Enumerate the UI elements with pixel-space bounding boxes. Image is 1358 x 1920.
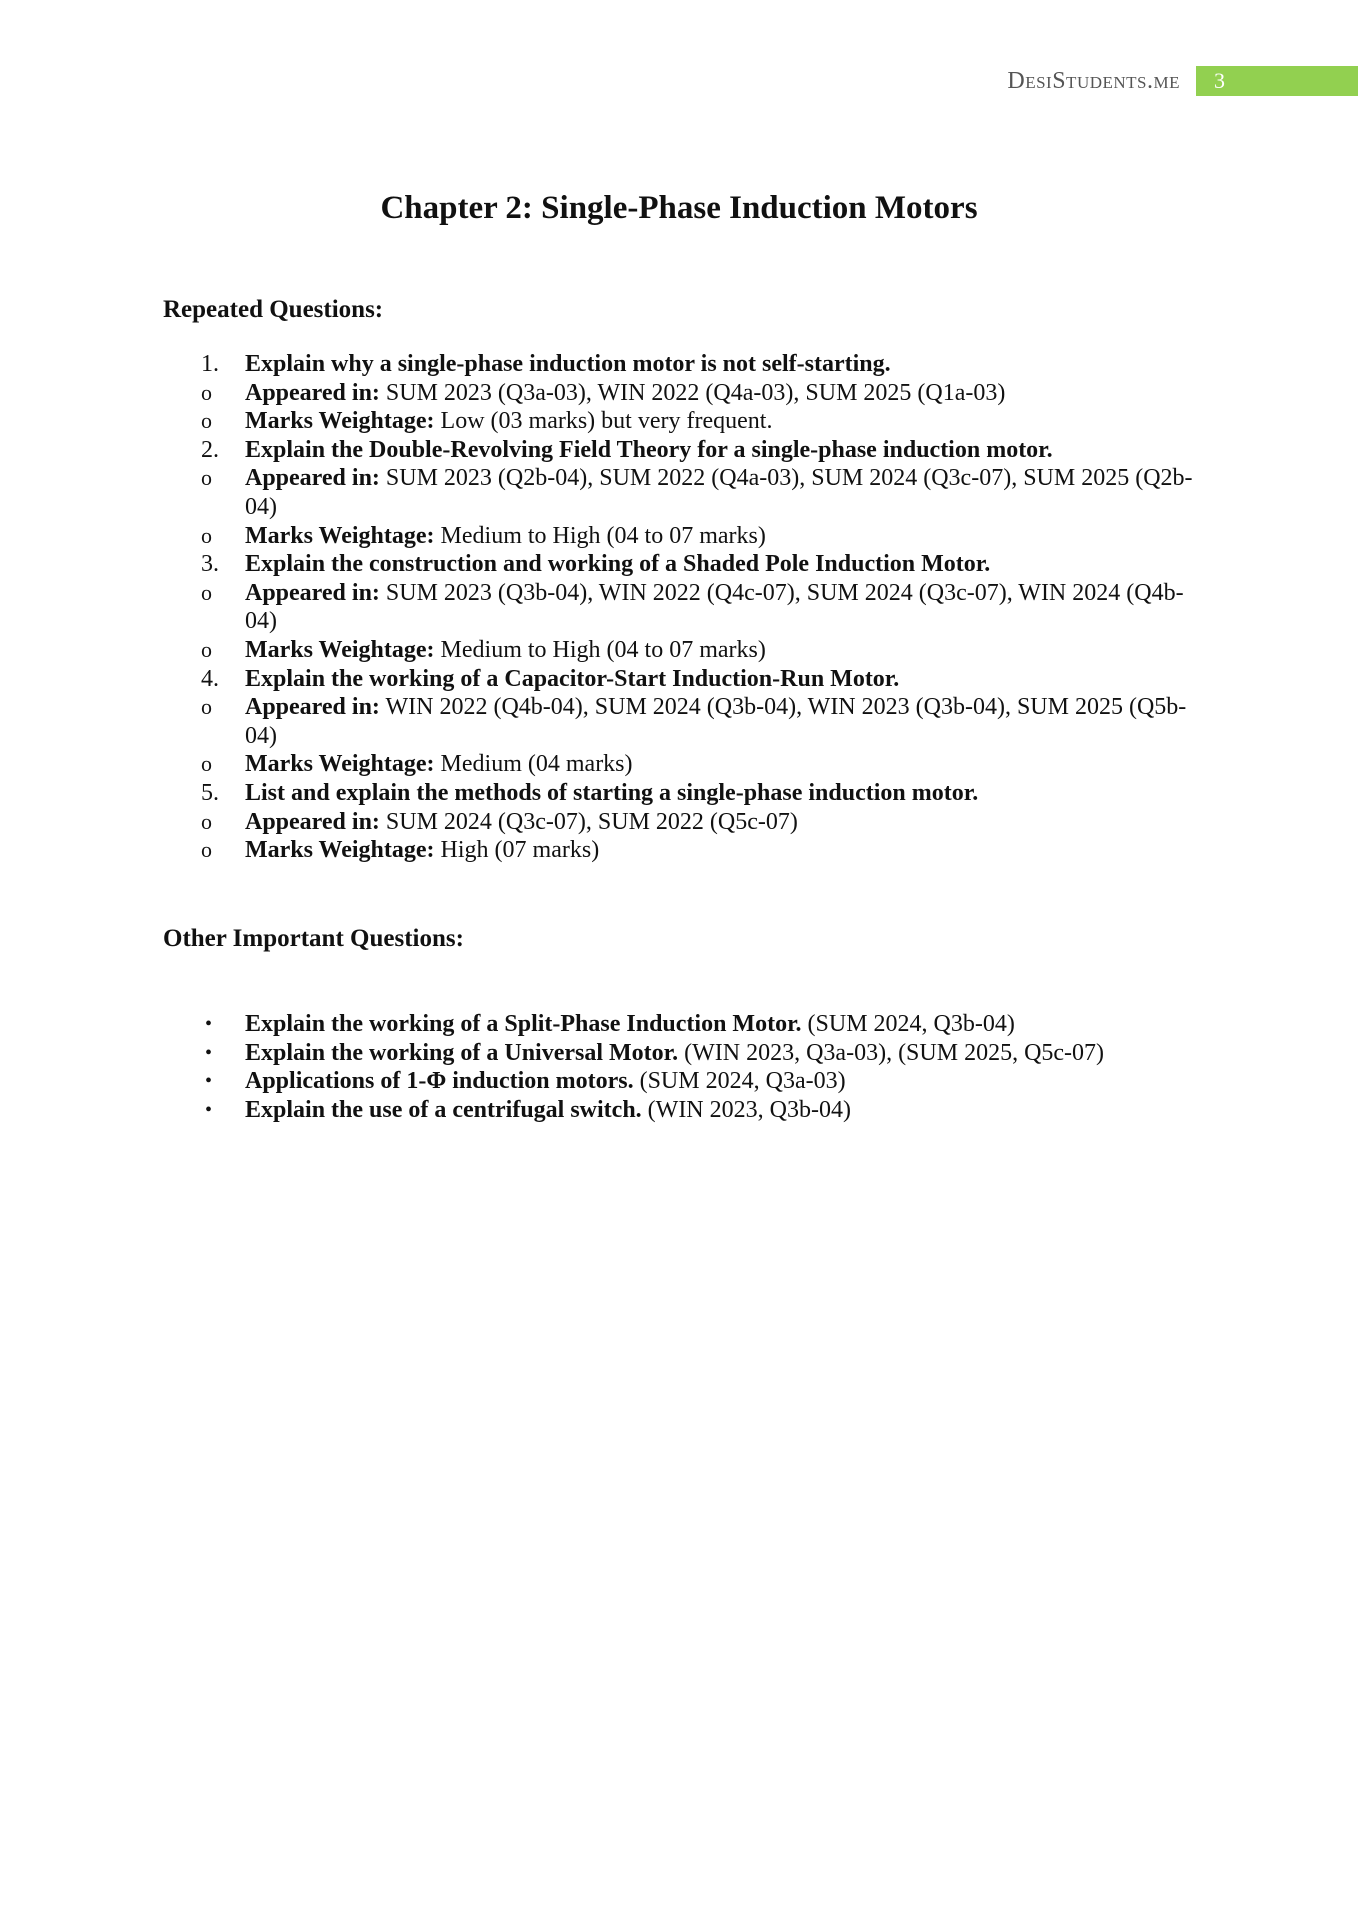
other-question-item (163, 1010, 1203, 1039)
other-question-ref: (WIN 2023, Q3a-03), (SUM 2025, Q5c-07) (684, 1039, 1105, 1066)
sub-bullet: o (201, 694, 212, 720)
question-item (163, 436, 1203, 465)
page-number: 3 (1196, 66, 1358, 96)
marks-weightage-label: Marks Weightage: (245, 751, 435, 778)
marks-weightage-label: Marks Weightage: (245, 636, 435, 663)
question-title: Explain the Double-Revolving Field Theory for a single-phase induction motor. (245, 436, 1053, 463)
marks-weightage-value: Medium to High (04 to 07 marks) (440, 522, 766, 549)
sub-bullet: o (201, 636, 212, 662)
marks-weightage-value: Medium to High (04 to 07 marks) (440, 636, 766, 663)
question-item (163, 665, 1203, 694)
question-title: List and explain the methods of starting a single-phase induction motor. (245, 779, 979, 806)
appeared-in-value: SUM 2023 (Q2b-04), SUM 2022 (Q4a-03), SUM 2024 (Q3c-07), SUM 2025 (Q2b-04) (245, 465, 1193, 520)
marks-weightage-label: Marks Weightage: (245, 837, 435, 864)
other-question-text: Explain the working of a Universal Motor. (245, 1039, 679, 1066)
question-title: Explain why a single-phase induction motor is not self-starting. (245, 351, 891, 377)
marks-weightage-label: Marks Weightage: (245, 522, 435, 549)
appeared-in-label: Appeared in: (245, 465, 380, 492)
appeared-in-value: SUM 2024 (Q3c-07), SUM 2022 (Q5c-07) (385, 808, 798, 835)
question-number: 5. (201, 779, 219, 806)
other-question-item (163, 1067, 1203, 1096)
question-item (163, 550, 1203, 579)
other-question-item (163, 1096, 1203, 1125)
question-number: 1. (201, 351, 219, 377)
marks-weightage-value: Medium (04 marks) (440, 751, 633, 778)
appeared-in-label: Appeared in: (245, 808, 380, 835)
appeared-in-label: Appeared in: (245, 694, 380, 721)
appeared-in-line (163, 579, 1203, 636)
marks-weightage-line (163, 836, 1203, 865)
marks-weightage-line (163, 522, 1203, 551)
other-question-text: Explain the working of a Split-Phase Induction Motor. (245, 1011, 802, 1037)
question-number: 3. (201, 551, 219, 578)
bullet-icon: • (205, 1070, 213, 1093)
question-title: Explain the working of a Capacitor-Start Induction-Run Motor. (245, 665, 900, 692)
other-questions-heading: Other Important Questions: (163, 925, 464, 952)
question-item (163, 350, 1203, 379)
marks-weightage-line (163, 636, 1203, 665)
marks-weightage-line (163, 750, 1203, 779)
sub-bullet: o (201, 379, 212, 405)
other-question-ref: (WIN 2023, Q3b-04) (647, 1096, 851, 1123)
other-question-ref: (SUM 2024, Q3a-03) (639, 1068, 846, 1095)
other-question-ref: (SUM 2024, Q3b-04) (807, 1011, 1015, 1037)
other-questions-list (163, 1010, 1203, 1124)
appeared-in-label: Appeared in: (245, 379, 380, 406)
bullet-icon: • (205, 1013, 213, 1035)
question-number: 4. (201, 665, 219, 692)
sub-bullet: o (201, 408, 212, 434)
sub-bullet: o (201, 465, 212, 491)
sub-bullet: o (201, 808, 212, 834)
sub-bullet: o (201, 522, 212, 548)
appeared-in-line (163, 464, 1203, 521)
bullet-icon: • (205, 1098, 213, 1121)
appeared-in-line (163, 693, 1203, 750)
marks-weightage-line (163, 407, 1203, 436)
sub-bullet: o (201, 579, 212, 605)
marks-weightage-value: High (07 marks) (440, 837, 600, 864)
marks-weightage-value: Low (03 marks) but very frequent. (440, 408, 773, 435)
sub-bullet: o (201, 751, 212, 777)
repeated-questions-list (163, 350, 1203, 865)
appeared-in-line (163, 808, 1203, 837)
other-question-item (163, 1039, 1203, 1068)
marks-weightage-label: Marks Weightage: (245, 408, 435, 435)
appeared-in-line (163, 379, 1203, 408)
appeared-in-label: Appeared in: (245, 579, 380, 606)
question-number: 2. (201, 436, 219, 463)
question-title: Explain the construction and working of a Shaded Pole Induction Motor. (245, 551, 991, 578)
appeared-in-value: SUM 2023 (Q3b-04), WIN 2022 (Q4c-07), SUM 2024 (Q3c-07), WIN 2024 (Q4b-04) (245, 579, 1184, 635)
other-question-text: Explain the use of a centrifugal switch. (245, 1096, 642, 1123)
appeared-in-value: WIN 2022 (Q4b-04), SUM 2024 (Q3b-04), WIN 2023 (Q3b-04), SUM 2025 (Q5b-04) (245, 694, 1187, 749)
other-question-text: Applications of 1-Φ induction motors. (245, 1068, 634, 1095)
sub-bullet: o (201, 837, 212, 863)
appeared-in-value: SUM 2023 (Q3a-03), WIN 2022 (Q4a-03), SUM 2025 (Q1a-03) (385, 379, 1006, 406)
question-item (163, 779, 1203, 808)
repeated-questions-heading: Repeated Questions: (163, 296, 384, 323)
site-name: DesiStudents.me (1007, 67, 1180, 94)
page-header (1007, 66, 1358, 96)
bullet-icon: • (205, 1041, 213, 1064)
chapter-title: Chapter 2: Single-Phase Induction Motors (380, 190, 978, 226)
